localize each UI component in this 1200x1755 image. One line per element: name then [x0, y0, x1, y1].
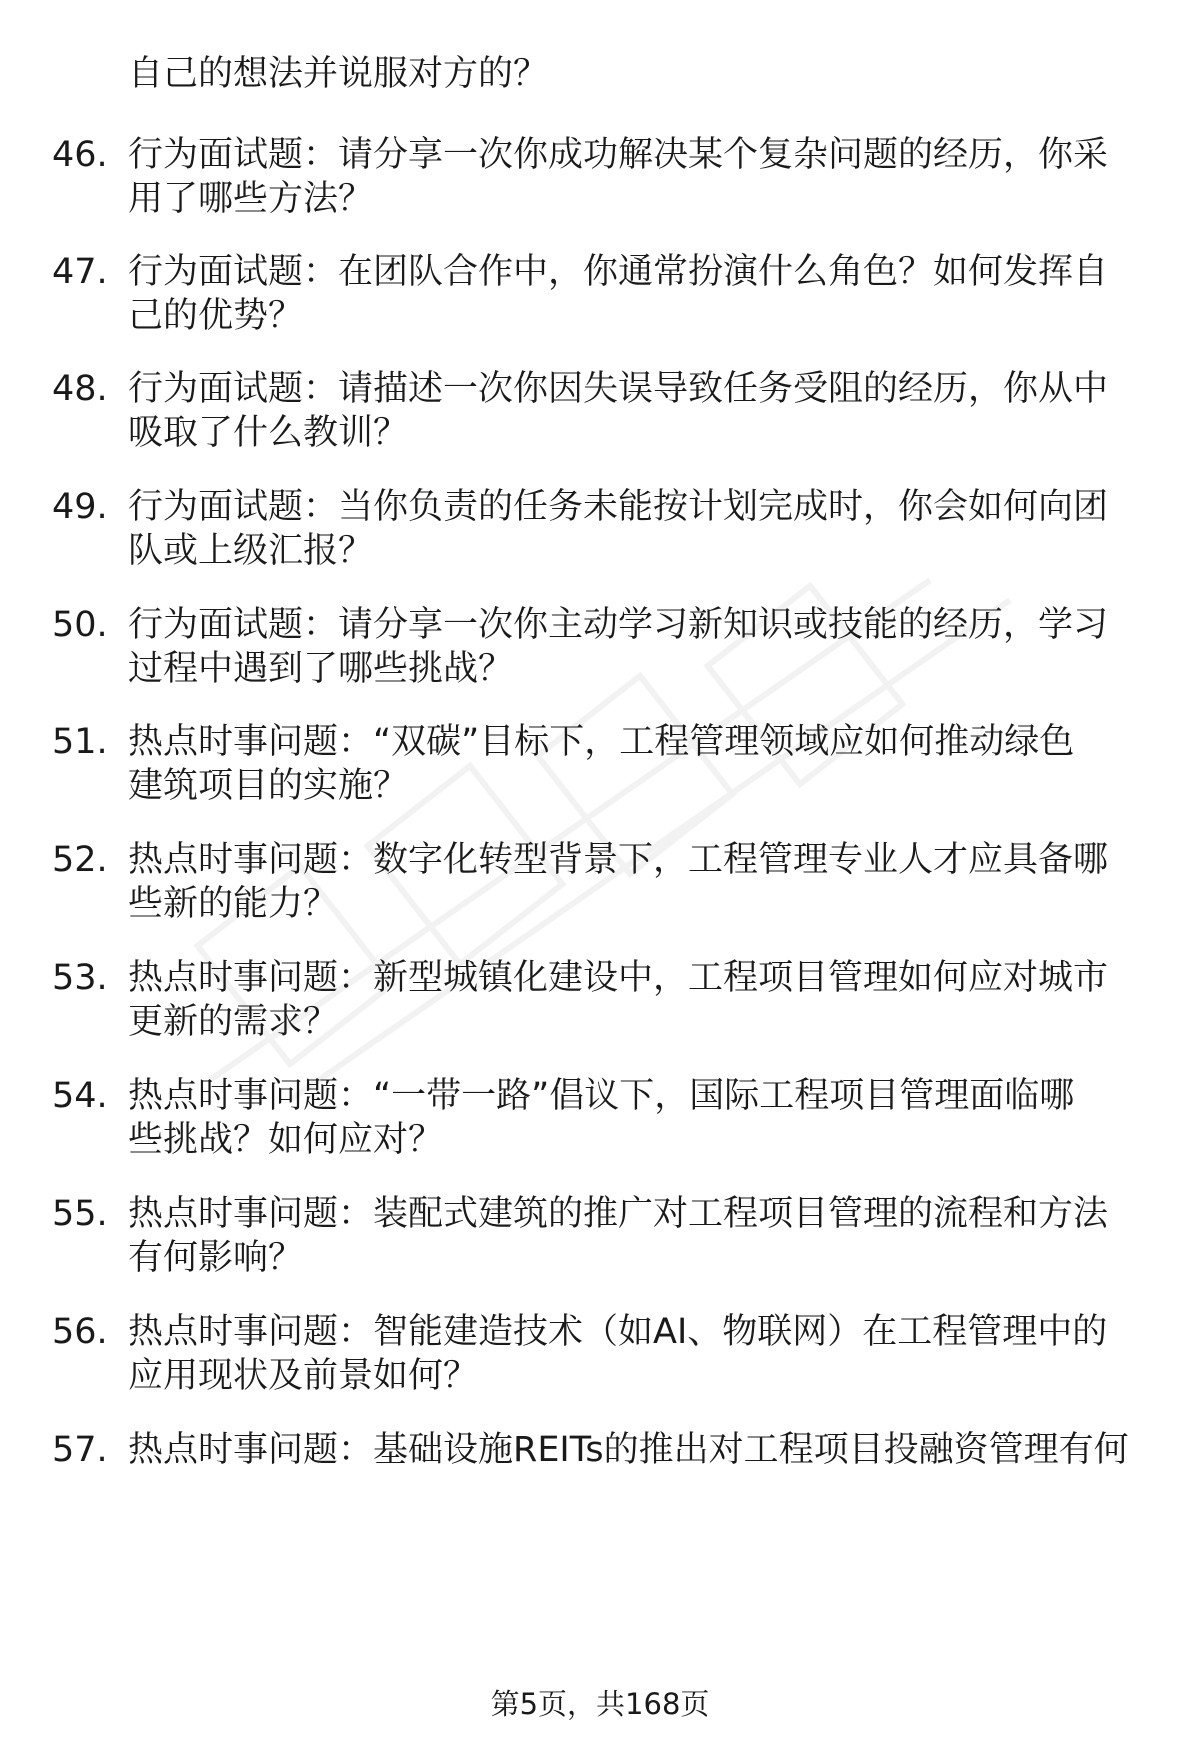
item-number: 48. — [52, 369, 108, 409]
item-line: 吸取了什么教训？ — [128, 413, 409, 453]
item-line: 建筑项目的实施？ — [128, 766, 409, 806]
item-text — [128, 1074, 1138, 1162]
item-text — [128, 367, 1138, 455]
item-line: 过程中遇到了哪些挑战？ — [128, 649, 514, 689]
item-line: 己的优势？ — [128, 296, 304, 336]
item-line: 行为面试题：请描述一次你因失误导致任务受阻的经历，你从中 — [128, 369, 1109, 409]
item-number: 54. — [52, 1076, 108, 1116]
item-text — [128, 1192, 1138, 1280]
item-line: 队或上级汇报？ — [128, 531, 374, 571]
item-line: 自己的想法并说服对方的？ — [128, 54, 549, 94]
item-number: 50. — [52, 605, 108, 645]
item-line: 热点时事问题：“双碳”目标下，工程管理领域应如何推动绿色 — [128, 722, 1075, 762]
item-line: 行为面试题：请分享一次你成功解决某个复杂问题的经历，你采 — [128, 135, 1109, 175]
item-text — [128, 603, 1138, 691]
item-line: 行为面试题：在团队合作中，你通常扮演什么角色？如何发挥自 — [128, 252, 1109, 292]
item-number: 56. — [52, 1312, 108, 1352]
item-text — [128, 1310, 1138, 1398]
item-line: 更新的需求？ — [128, 1002, 339, 1042]
item-text — [128, 838, 1138, 926]
item-number: 49. — [52, 487, 108, 527]
item-number: 47. — [52, 252, 108, 292]
item-text — [128, 52, 1138, 96]
item-number: 51. — [52, 722, 108, 762]
item-line: 些挑战？如何应对？ — [128, 1120, 444, 1160]
item-number: 46. — [52, 135, 108, 175]
item-line: 用了哪些方法？ — [128, 179, 374, 219]
item-line: 应用现状及前景如何？ — [128, 1356, 479, 1396]
item-line: 热点时事问题：基础设施REITs的推出对工程项目投融资管理有何 — [128, 1430, 1129, 1470]
item-text — [128, 956, 1138, 1044]
item-text — [128, 720, 1138, 808]
item-text — [128, 1428, 1138, 1472]
item-line: 热点时事问题：数字化转型背景下，工程管理专业人才应具备哪 — [128, 840, 1109, 880]
item-text — [128, 133, 1138, 221]
item-text — [128, 250, 1138, 338]
item-line: 热点时事问题：新型城镇化建设中，工程项目管理如何应对城市 — [128, 958, 1109, 998]
item-line: 行为面试题：当你负责的任务未能按计划完成时，你会如何向团 — [128, 487, 1109, 527]
item-line: 热点时事问题：“一带一路”倡议下，国际工程项目管理面临哪 — [128, 1076, 1075, 1116]
item-line: 热点时事问题：智能建造技术（如AI、物联网）在工程管理中的 — [128, 1312, 1108, 1352]
item-line: 行为面试题：请分享一次你主动学习新知识或技能的经历，学习 — [128, 605, 1109, 645]
item-line: 热点时事问题：装配式建筑的推广对工程项目管理的流程和方法 — [128, 1194, 1109, 1234]
item-number: 55. — [52, 1194, 108, 1234]
item-line: 些新的能力？ — [128, 884, 339, 924]
page-footer: 第5页，共168页 — [490, 1687, 710, 1721]
item-text — [128, 485, 1138, 573]
item-line: 有何影响？ — [128, 1238, 304, 1278]
item-number: 57. — [52, 1430, 108, 1470]
item-number: 52. — [52, 840, 108, 880]
item-number: 53. — [52, 958, 108, 998]
